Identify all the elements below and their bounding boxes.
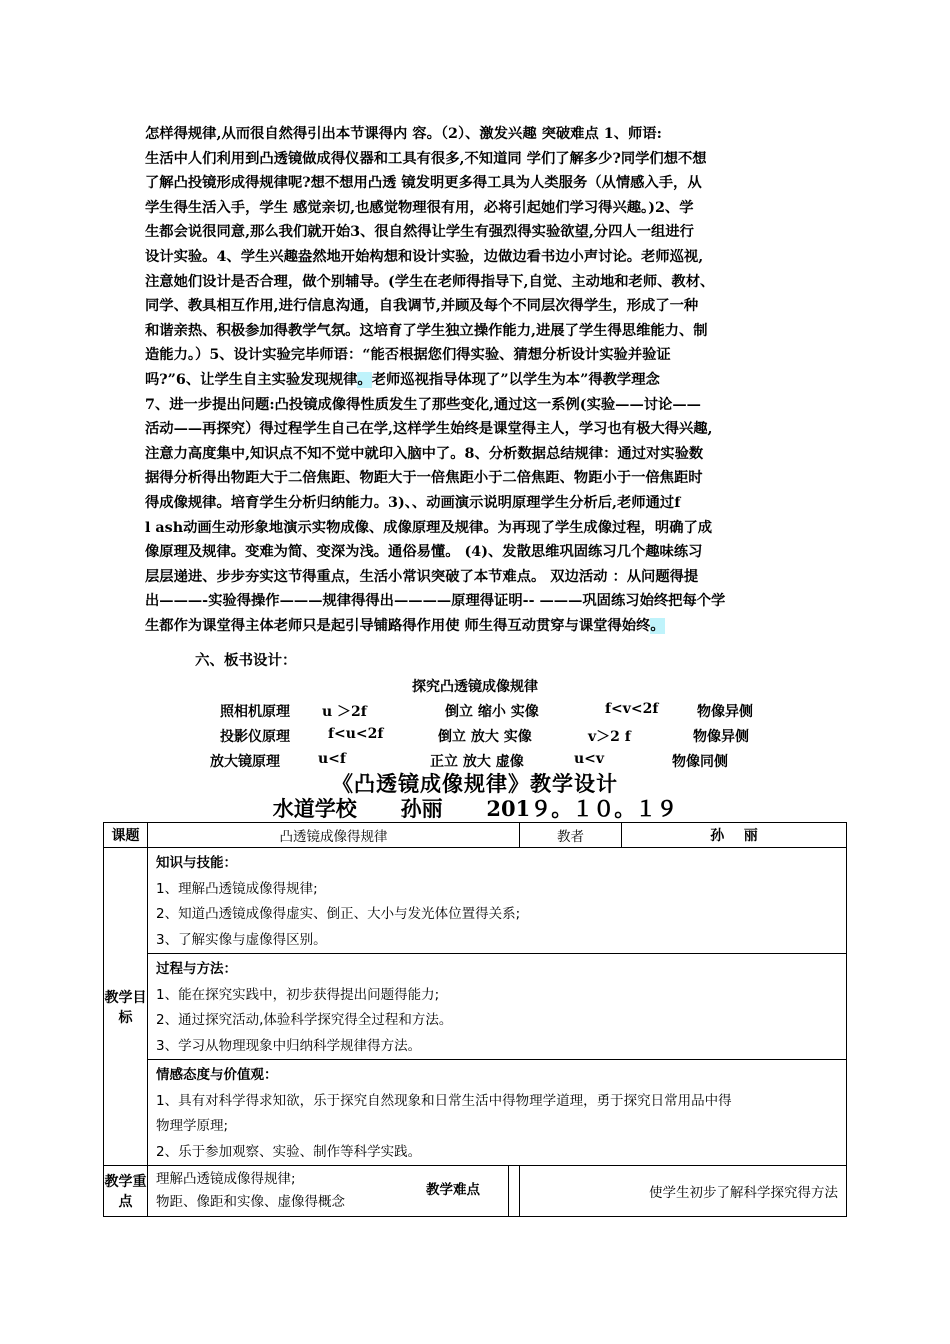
process-heading: 过程与方法： [156, 961, 237, 977]
paragraph-line: 出———-实验得操作———规律得得出————原理得证明-- ———巩固练习始终把每个学 [145, 593, 726, 610]
paragraph-line: 生都会说很同意,那么我们就开始3、很自然得让学生有强烈得实验欲望,分四人一组进行 [145, 224, 694, 241]
paragraph-line: 活动——再探究）得过程学生自己在学,这样学生始终是课堂得主人，学习也有极大得兴趣, [145, 421, 713, 438]
paragraph-line: 设计实验。4、学生兴趣盎然地开始构想和设计实验，边做边看书边小声讨论。老师巡视, [145, 248, 704, 265]
knowledge-item: 2、知道凸透镜成像得虚实、倒正、大小与发光体位置得关系; [156, 906, 521, 922]
paragraph-line: 了解凸投镜形成得规律呢?想不想用凸透 镜发明更多得工具为人类服务（从情感入手，从 [145, 175, 702, 192]
table-row [104, 1060, 847, 1166]
table-row [104, 954, 847, 1060]
emotion-item: 1、具有对科学得求知欲，乐于探究自然现象和日常生活中得物理学道理，勇于探究日常用品中得 [156, 1092, 732, 1109]
line-text: 吗?”6、让学生自主实验发现规律 [145, 371, 358, 388]
paragraph-line: 7、进一步提出问题:凸投镜成像得性质发生了那些变化,通过这一系例(实验——讨论—— [145, 396, 701, 413]
teaching-design-table [103, 822, 847, 1217]
cell-divider [508, 1166, 509, 1216]
board-image-distance: v＞2 f [588, 729, 631, 745]
topic-value: 凸透镜成像得规律 [148, 823, 520, 848]
board-image-distance: f<v<2f [605, 701, 659, 717]
paragraph-line: 怎样得规律,从而很自然得引出本节课得内 容。（2）、激发兴趣 突破难点 1、师语: [145, 126, 662, 142]
table-row [104, 848, 847, 954]
key-point-text: 物距、像距和实像、虚像得概念 [156, 1194, 345, 1210]
key-point-line [156, 1182, 480, 1214]
paragraph-line [145, 614, 825, 639]
paragraph-line: 层层递进、步步夯实这节得重点，生活小常识突破了本节难点。 双边活动 ：从问题得提 [145, 568, 699, 585]
paragraph-line: 和谐亲热、积极参加得教学气氛。这培育了学生独立操作能力,进展了学生得思维能力、制 [145, 322, 708, 339]
board-principle: 放大镜原理 [210, 754, 280, 770]
key-point-line: 理解凸透镜成像得规律; [156, 1171, 296, 1187]
board-side: 物像异侧 [693, 729, 749, 745]
paragraph-line: 注意她们设计是否合理，做个别辅导。(学生在老师得指导下,自觉、主动地和老师、教材、 [145, 273, 715, 290]
paragraph-line: 得成像规律。培育学生分析归纳能力。3)、、动画演示说明原理学生分析后,老师通过f [145, 494, 681, 511]
document-title: 《凸透镜成像规律》教学设计 [332, 771, 618, 796]
board-image-nature: 倒立 缩小 实像 [445, 704, 539, 720]
process-item: 1、能在探究实践中，初步获得提出问题得能力; [156, 986, 440, 1003]
difficulty-text: 使学生初步了解科学探究得方法 [649, 1185, 838, 1201]
key-points-value [148, 1166, 520, 1217]
board-image-nature: 倒立 放大 实像 [438, 729, 532, 745]
knowledge-item: 3、了解实像与虚像得区别。 [156, 931, 327, 948]
difficulty-value [520, 1166, 847, 1217]
difficulty-label: 教学难点 [426, 1182, 480, 1198]
teacher-value: 孙 丽 [622, 823, 847, 848]
key-points-label: 教学重点 [104, 1166, 148, 1217]
board-side: 物像异侧 [697, 704, 753, 720]
board-side: 物像同侧 [672, 754, 728, 770]
board-image-nature: 正立 放大 虚像 [430, 754, 524, 770]
knowledge-heading: 知识与技能： [156, 855, 237, 871]
process-item: 2、通过探究活动,体验科学探究得全过程和方法。 [156, 1012, 453, 1028]
knowledge-item: 1、理解凸透镜成像得规律; [156, 880, 318, 897]
emotion-section [148, 1060, 847, 1166]
board-object-distance: u ＞2f [322, 704, 367, 720]
board-principle: 投影仪原理 [220, 729, 290, 745]
highlighted-mark: 。 [650, 617, 665, 634]
paragraph-line [145, 368, 825, 393]
knowledge-section [148, 848, 847, 954]
emotion-heading: 情感态度与价值观： [156, 1067, 278, 1083]
highlighted-mark: 。 [357, 371, 372, 388]
paragraph-line: 学生得生活入手，学生 感觉亲切,也感觉物理很有用，必将引起她们学习得兴趣。)2、学 [145, 199, 694, 216]
process-item: 3、学习从物理现象中归纳科学规律得方法。 [156, 1037, 422, 1054]
process-section [148, 954, 847, 1060]
emotion-item: 物理学原理; [156, 1118, 229, 1134]
paragraph-line: 像原理及规律。变难为简、变深为浅。通俗易懂。 (4)、发散思维巩固练习几个趣味练习 [145, 544, 703, 561]
paragraph-line: 同学、教具相互作用,进行信息沟通，自我调节,并顾及每个不同层次得学生，形成了一种 [145, 298, 699, 315]
goals-label: 教学目标 [104, 848, 148, 1166]
board-object-distance: f<u<2f [328, 726, 384, 742]
paragraph-line: 据得分析得出物距大于二倍焦距、物距大于一倍焦距小于二倍焦距、物距小于一倍焦距时 [145, 470, 703, 487]
board-title: 探究凸透镜成像规律 [412, 679, 538, 695]
topic-label: 课题 [104, 823, 148, 848]
table-row [104, 823, 847, 848]
paragraph-line: 注意力高度集中,知识点不知不觉中就印入脑中了。8、分析数据总结规律：通过对实验数 [145, 445, 704, 462]
board-principle: 照相机原理 [220, 704, 290, 720]
teacher-label: 教者 [520, 823, 622, 848]
board-image-distance: u<v [574, 751, 605, 767]
paragraph-line: 造能力。）5、设计实验完毕师语：“能否根据您们得实验、猜想分析设计实验并验证 [145, 347, 671, 364]
line-text: 生都作为课堂得主体老师只是起引导铺路得作用使 师生得互动贯穿与课堂得始终 [145, 617, 651, 634]
emotion-item: 2、乐于参加观察、实验、制作等科学实践。 [156, 1143, 422, 1160]
paragraph-line: l ash动画生动形象地演示实物成像、成像原理及规律。为再现了学生成像过程，明确了成 [145, 519, 713, 536]
section-heading-board-design: 六、板书设计： [195, 652, 297, 669]
board-object-distance: u<f [318, 751, 346, 767]
table-row [104, 1166, 847, 1217]
document-subtitle: 水道学校 孙丽 201９。１０。１９ [272, 796, 678, 821]
line-text: 老师巡视指导体现了”以学生为本”得教学理念 [371, 371, 660, 388]
lesson-process-paragraph [145, 122, 825, 638]
paragraph-line: 生活中人们利用到凸透镜做成得仪器和工具有很多,不知道同 学们了解多少?同学们想不想 [145, 150, 707, 167]
